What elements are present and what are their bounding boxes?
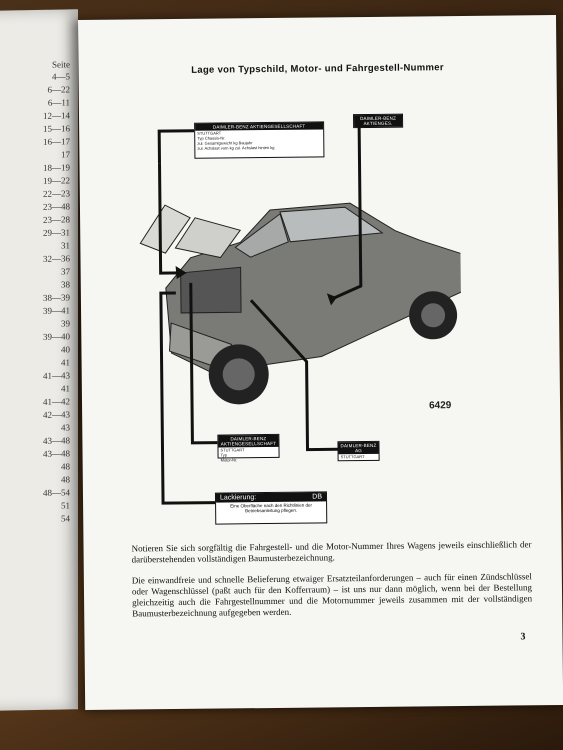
index-entry: 51 [61,500,70,511]
index-entry: 41—42 [43,396,70,407]
body-plate [337,441,379,461]
engine-plate-line-2: Motor-Nr. [220,457,238,463]
type-plate-header: DAIMLER-BENZ AKTIENGESELLSCHAFT [195,122,323,130]
index-entry: 43—48 [43,435,70,446]
index-entry: 29—31 [43,227,70,238]
body-plate-header: DAIMLER-BENZ AG [338,442,378,454]
index-entry: 48—54 [43,487,70,498]
manual-page [78,15,563,710]
body-plate-sub: STUTTGART [340,454,365,460]
engine-plate [217,434,279,463]
index-entry: 48 [61,474,70,485]
paragraph-1: Notieren Sie sich sorgfältig die Fahrgestell- und die Motor-Nummer Ihres Wagens jeweils einschließlich der darüberstehenden vollständigen Baumusterbezeichnung. [131,539,532,565]
paint-plate-label: Lackierung: [219,494,257,502]
index-entry: 19—22 [43,175,70,186]
index-entry: 12—14 [43,110,70,121]
index-entry: 31 [61,240,70,251]
index-entry: 6—22 [47,84,70,95]
frame-plate [353,114,403,129]
index-entry: 23—28 [43,214,70,225]
type-plate [194,121,324,158]
type-plate-sub: STUTTGART [197,130,222,136]
index-entry: 38—39 [43,292,70,303]
engine-plate-sub: STUTTGART [220,447,245,453]
paint-plate-code: DB [312,493,323,501]
index-entry: 18—19 [43,162,70,173]
index-entry: 4—5 [52,71,70,82]
left-page-index [0,9,78,711]
index-entry: 37 [61,266,70,277]
index-entry: 15—16 [43,123,70,134]
type-plate-line-2: zul. Gesamtgewicht kg Baujahr [197,140,253,146]
type-plate-line-1: Typ Chassis-Nr. [197,135,226,141]
index-entry: 39—41 [43,305,70,316]
page-number: 3 [520,631,526,643]
index-entry: 41 [61,357,70,368]
engine-plate-line-1: Typ [220,452,228,458]
frame-plate-header: DAIMLER-BENZ AKTIENGES. [354,115,402,128]
index-entry: 6—11 [47,97,70,108]
index-entry: 22—23 [43,188,70,199]
index-entry: 23—48 [43,201,70,212]
index-entry: 40 [61,344,70,355]
index-entry: 38 [61,279,70,290]
paint-plate-note: Eine Oberfläche nach den Richtlinien der Betriebsanleitung pflegen. [230,502,313,514]
index-entry: 39—40 [43,331,70,342]
index-entry: 17 [61,149,70,160]
index-entry: 32—36 [43,253,70,264]
index-entry: 48 [61,461,70,472]
index-entry: 43 [61,422,70,433]
paint-plate [215,491,327,524]
type-plate-line-3: zul. Achslast vorn kg zul. Achslast hinten kg [197,144,275,151]
paragraph-2: Die einwandfreie und schnelle Belieferung etwaiger Ersatzteilanforderungen – auch für einen Zündschlüssel oder Wagenschlüssel (paßt auch für den Kofferraum) – ist uns nur dann möglich, wenn bei der Bestellung gleichzeitig auch die Fahrgestellnummer und die Motornummer jeweils zusammen mit der vollständigen Baumusterbezeichnung aufgegeben werden. [131,571,533,619]
car-figure [119,80,464,544]
index-entry: 41 [61,383,70,394]
index-entry: 42—43 [43,409,70,420]
index-header: Seite [52,59,70,70]
index-entry: 43—48 [43,448,70,459]
index-entry: 39 [61,318,70,329]
figure-number: 6429 [429,400,452,412]
engine-plate-header: DAIMLER-BENZ AKTIENGESELLSCHAFT [218,435,278,448]
index-entry: 41—43 [43,370,70,381]
page-title: Lage von Typschild, Motor- und Fahrgestell-Nummer [191,62,444,76]
index-entry: 16—17 [43,136,70,147]
index-entry: 54 [61,513,70,524]
